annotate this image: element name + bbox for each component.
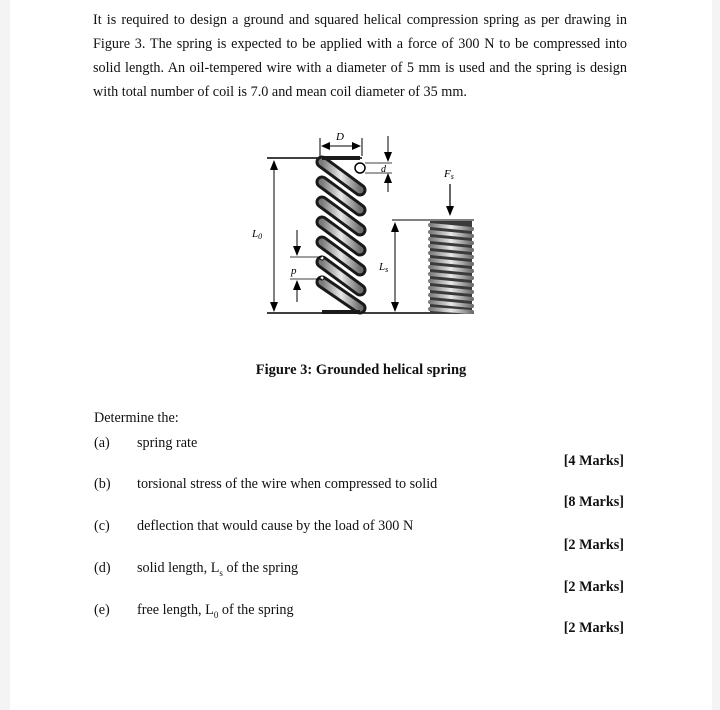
spring-diagram bbox=[242, 126, 492, 336]
questions-intro: Determine the: bbox=[94, 410, 179, 426]
question-e-marks: [2 Marks] bbox=[563, 620, 624, 636]
question-a-marks: [4 Marks] bbox=[563, 453, 624, 469]
question-d-text: solid length, $L_s$ of the spring bbox=[137, 560, 299, 578]
intro-paragraph: It is required to design a ground and squared helical compression spring as per drawing in Figure 3. The spring is expected to be applied with a force of 300 N to be compressed into solid length. An oil-tempered wire with a diameter of 5 mm is used and the spring is design with total number of coil is 7.0 and mean coil diameter of 35 mm. bbox=[93, 12, 627, 100]
mean-diameter-label: D bbox=[336, 131, 344, 143]
question-d-label: (d) bbox=[94, 560, 111, 576]
solid-spring-coils bbox=[430, 221, 472, 313]
solid-length-label: Ls bbox=[379, 261, 389, 274]
question-b-marks: [8 Marks] bbox=[563, 494, 624, 510]
question-c-marks: [2 Marks] bbox=[563, 537, 624, 553]
question-e-label: (e) bbox=[94, 602, 110, 618]
wire-diameter-label: d bbox=[381, 164, 386, 175]
figure-caption: Figure 3: Grounded helical spring bbox=[255, 362, 467, 378]
wire-section-marker bbox=[355, 163, 365, 173]
free-spring-coils bbox=[322, 158, 360, 312]
question-c-text: deflection that would cause by the load of 300 N bbox=[137, 518, 414, 534]
free-length-label: L0 bbox=[252, 228, 263, 241]
question-b-label: (b) bbox=[94, 476, 111, 492]
spring-figure bbox=[242, 126, 492, 336]
question-d-marks: [2 Marks] bbox=[563, 579, 624, 595]
free-length-dimension bbox=[270, 160, 278, 312]
pitch-label: p bbox=[291, 265, 297, 277]
question-b-text: torsional stress of the wire when compressed to solid bbox=[137, 476, 438, 492]
force-arrow bbox=[446, 184, 454, 216]
question-e-text: free length, $L_0$ of the spring bbox=[137, 602, 294, 620]
question-a-text: spring rate bbox=[137, 435, 198, 451]
force-label: Fs bbox=[444, 168, 454, 181]
document-page bbox=[10, 0, 712, 710]
wire-diameter-dimension bbox=[365, 136, 392, 192]
question-c-label: (c) bbox=[94, 518, 110, 534]
question-a-label: (a) bbox=[94, 435, 110, 451]
